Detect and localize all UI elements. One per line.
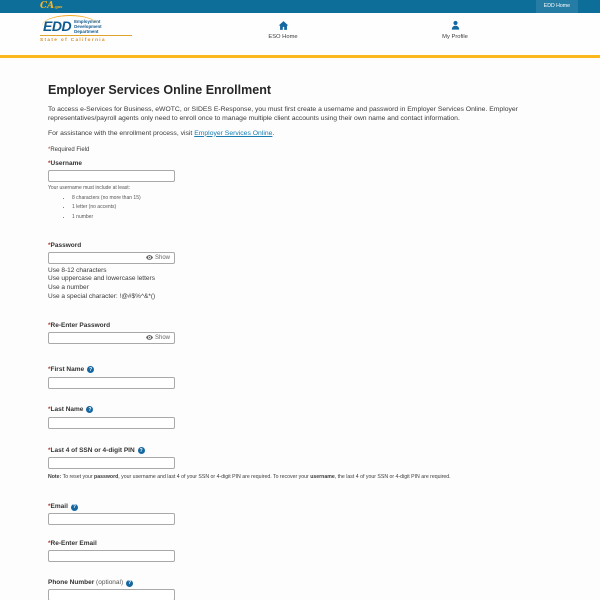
note-bold: password [94, 473, 119, 480]
top-utility-bar [0, 0, 600, 13]
password-rules [48, 267, 555, 302]
ca-gov-logo[interactable] [40, 0, 62, 13]
required-note-text: Required Field [50, 146, 90, 153]
email-input[interactable] [48, 513, 175, 525]
home-icon [278, 20, 289, 31]
first-name-label-text: First Name [50, 365, 85, 373]
ssn-pin-help-icon[interactable]: ? [139, 447, 143, 454]
ca-gov-logo-gov: .gov [54, 4, 63, 9]
email-label-text: Email [50, 503, 68, 511]
ssn-pin-label [48, 447, 555, 455]
eye-icon [146, 255, 153, 260]
username-label-text: Username [50, 159, 82, 167]
password-input[interactable] [49, 253, 144, 263]
nav-my-profile-label: My Profile [442, 34, 468, 40]
ssn-pin-section [48, 447, 555, 481]
ca-gov-logo-ca: CA [40, 1, 55, 11]
reenter-password-section [48, 322, 555, 344]
username-section [48, 160, 555, 220]
edd-logo-line: Department [74, 29, 99, 34]
required-asterisk: * [48, 540, 51, 548]
required-asterisk: * [48, 503, 51, 511]
assistance-text: For assistance with the enrollment process, visit [48, 129, 195, 137]
required-field-note [48, 147, 555, 153]
password-field [48, 252, 175, 264]
ssn-pin-label-text: Last 4 of SSN or 4-digit PIN [50, 446, 135, 454]
username-hint-item: • 8 characters (no more than 15) [72, 195, 555, 201]
required-asterisk: * [48, 405, 51, 413]
reenter-password-show-label: Show [154, 334, 170, 341]
reenter-password-show-button[interactable] [144, 335, 174, 341]
last-name-help-icon[interactable]: ? [88, 406, 92, 413]
required-asterisk: * [48, 446, 51, 454]
main-content [0, 83, 600, 600]
phone-label [48, 579, 555, 587]
edd-logo-acronym: EDD [43, 18, 72, 34]
reenter-password-label-text: Re-Enter Password [50, 321, 111, 329]
email-help-icon[interactable]: ? [72, 504, 76, 511]
username-hint-title: Your username must include at least: [48, 184, 131, 191]
password-section [48, 242, 555, 302]
username-hints [48, 195, 555, 220]
intro-paragraph: To access e-Services for Business, eWOTC, or SIDES E-Response, you must first create a username and password in Employer Services Online. Employer representatives/payroll agents only need to enroll once to manage multiple client accounts using their own name and contact information. [48, 105, 518, 122]
password-label-text: Password [50, 241, 82, 249]
edd-logo-line: Employment [74, 19, 101, 24]
note-text: , the last 4 of your SSN or 4-digit PIN are required. [334, 473, 451, 480]
last-name-input[interactable] [48, 417, 175, 429]
first-name-help-icon[interactable]: ? [89, 366, 93, 373]
password-rule: Use a number [48, 284, 89, 292]
username-input[interactable] [48, 170, 175, 182]
username-hint-item: • 1 number [72, 214, 555, 220]
phone-label-text: Phone Number [48, 579, 95, 587]
nav-eso-home-label: ESO Home [268, 34, 298, 40]
phone-input[interactable] [48, 589, 175, 600]
reset-note [48, 474, 555, 481]
required-asterisk: * [48, 365, 51, 373]
last-name-label [48, 406, 555, 414]
required-asterisk: * [48, 146, 51, 153]
reenter-password-input[interactable] [49, 333, 144, 343]
ssn-pin-input[interactable] [48, 457, 175, 469]
nav-my-profile[interactable] [420, 20, 490, 40]
required-asterisk: * [48, 321, 51, 329]
phone-help-icon[interactable]: ? [128, 580, 132, 587]
password-rule: Use a special character: !@#$%^&*() [48, 292, 156, 300]
last-name-label-text: Last Name [50, 405, 84, 413]
reenter-password-field [48, 332, 175, 344]
password-rule: Use 8-12 characters [48, 266, 107, 274]
employer-services-online-link[interactable]: Employer Services Online [194, 129, 273, 137]
first-name-section [48, 366, 555, 389]
password-label [48, 242, 555, 250]
required-asterisk: * [48, 159, 51, 167]
required-asterisk: * [48, 241, 51, 249]
phone-section [48, 579, 555, 600]
note-text: To reset your [61, 473, 95, 480]
site-header [0, 13, 600, 55]
reenter-email-input[interactable] [48, 550, 175, 562]
edd-logo-line: Development [74, 24, 102, 29]
edd-logo[interactable] [40, 18, 132, 42]
last-name-section [48, 406, 555, 429]
assistance-period: . [272, 129, 275, 137]
eye-icon [146, 335, 153, 340]
username-label [48, 160, 555, 168]
page-title: Employer Services Online Enrollment [48, 82, 271, 97]
edd-home-link[interactable]: EDD Home [536, 0, 578, 13]
edd-logo-swoosh [42, 15, 98, 26]
email-section [48, 503, 555, 525]
first-name-input[interactable] [48, 377, 175, 389]
note-prefix: Note: [48, 473, 62, 480]
email-label [48, 503, 555, 511]
reenter-email-section [48, 540, 555, 562]
assistance-line [48, 129, 555, 138]
reenter-password-label [48, 322, 555, 330]
phone-optional-text: (optional) [96, 579, 124, 587]
first-name-label [48, 366, 555, 374]
password-show-button[interactable] [144, 255, 174, 261]
note-text: , your username and last 4 of your SSN or 4-digit PIN are required. To recover your [118, 473, 311, 480]
reenter-email-label-text: Re-Enter Email [50, 540, 97, 548]
note-bold: username [310, 473, 335, 480]
nav-eso-home[interactable] [248, 20, 318, 40]
reenter-email-label [48, 540, 555, 548]
gold-divider [0, 55, 600, 58]
password-rule: Use uppercase and lowercase letters [48, 275, 155, 283]
person-icon [450, 20, 461, 31]
username-hint-item: • 1 letter (no accents) [72, 204, 555, 210]
password-show-label: Show [154, 254, 170, 261]
edd-logo-tagline: State of California [40, 35, 132, 42]
